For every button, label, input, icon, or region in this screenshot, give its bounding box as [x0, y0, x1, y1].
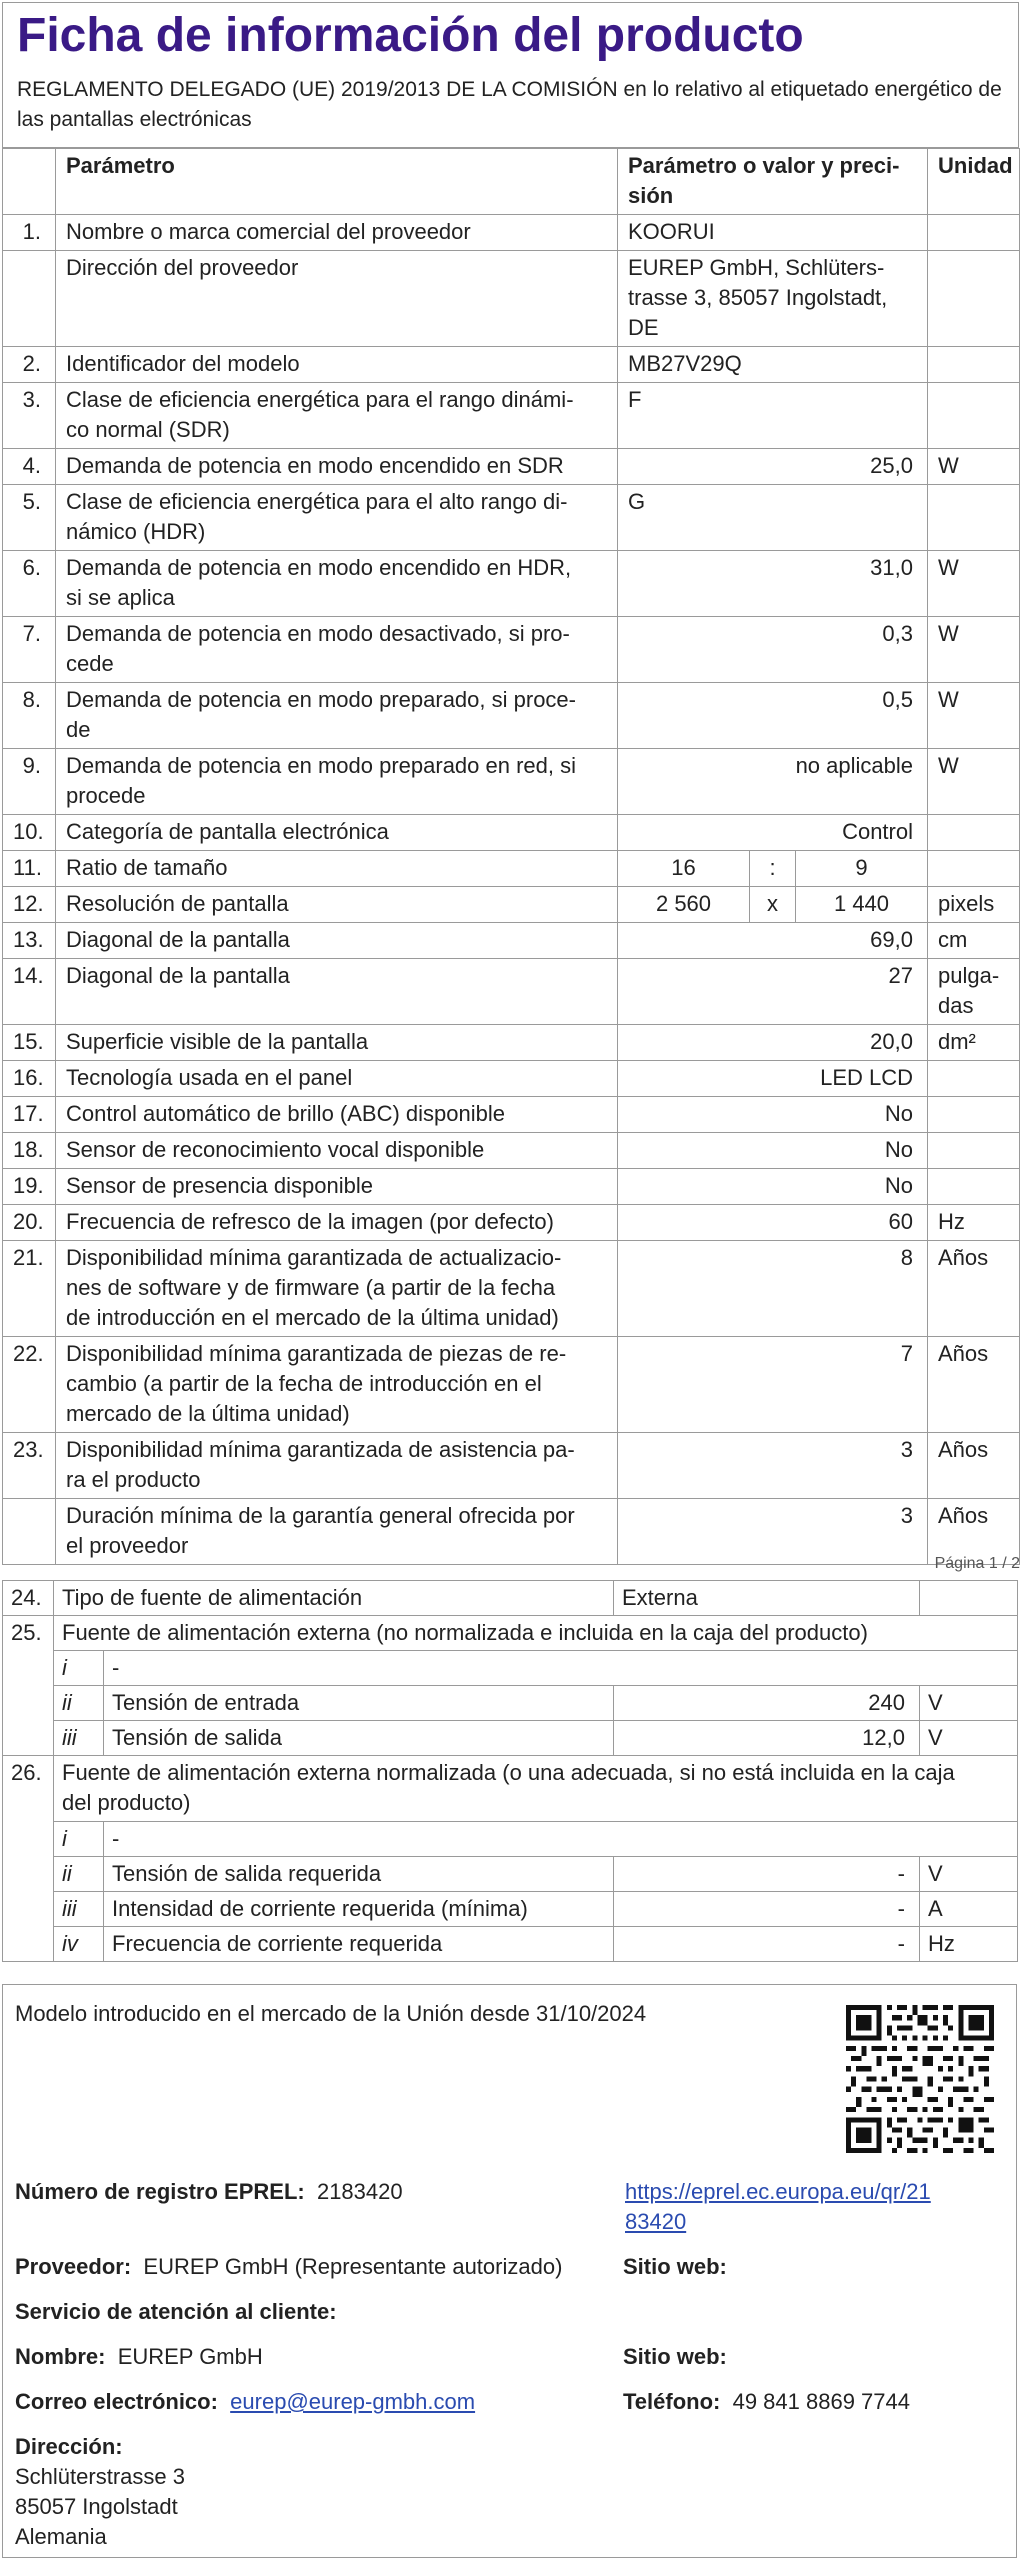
email-line: Correo electrónico: eurep@eurep-gmbh.com	[15, 2389, 476, 2414]
power-supply-table	[2, 1580, 1018, 1962]
page-title: Ficha de información del producto	[17, 9, 804, 62]
table-row: 7. Demanda de potencia en modo desactivado, si pro- cede 0,3 W	[3, 617, 1020, 683]
table-row: 22. Disponibilidad mínima garantizada de piezas de re- cambio (a partir de la fecha de introducción en el mercado de la última unidad) 7 Años	[3, 1337, 1020, 1433]
table-row: 23. Disponibilidad mínima garantizada de asistencia pa- ra el producto 3 Años	[3, 1433, 1020, 1499]
qr-code-icon[interactable]	[846, 2005, 994, 2153]
table-row: 2. Identificador del modelo MB27V29Q	[3, 347, 1020, 383]
phone-line: Teléfono: 49 841 8869 7744	[623, 2389, 910, 2414]
header-unit: Unidad	[928, 149, 1020, 215]
supplier-info-box	[2, 1984, 1017, 2558]
table-row: 25. Fuente de alimentación externa (no normalizada e incluida en la caja del producto)	[3, 1616, 1018, 1651]
supplier-website-label: Sitio web:	[623, 2254, 727, 2279]
table-row: 21. Disponibilidad mínima garantizada de actualizacio- nes de software y de firmware (a partir de la fecha de introducción en el mercado de la última unidad) 8 Años	[3, 1241, 1020, 1337]
header-parameter: Parámetro	[56, 149, 618, 215]
table-row: 11. Ratio de tamaño 16 : 9	[3, 851, 1020, 887]
supplier-line: Proveedor: EUREP GmbH (Representante autorizado)	[15, 2254, 563, 2279]
header-box	[2, 2, 1019, 148]
regulation-subtitle: REGLAMENTO DELEGADO (UE) 2019/2013 DE LA COMISIÓN en lo relativo al etiquetado energético de las pantallas electrónicas	[17, 78, 1002, 131]
table-row: i -	[3, 1651, 1018, 1686]
table-header-row	[3, 149, 1020, 215]
table-row: ii Tensión de entrada 240 V	[3, 1686, 1018, 1721]
address-block: Dirección: Schlüterstrasse 3 85057 Ingolstadt Alemania	[15, 2434, 185, 2549]
table-row: ii Tensión de salida requerida - V	[3, 1857, 1018, 1892]
table-row: 9. Demanda de potencia en modo preparado en red, si procede no aplicable W	[3, 749, 1020, 815]
table-row: Dirección del proveedor EUREP GmbH, Schlüters- trasse 3, 85057 Ingolstadt, DE	[3, 251, 1020, 347]
customer-service-heading: Servicio de atención al cliente:	[15, 2299, 337, 2324]
table-row: 3. Clase de eficiencia energética para el rango dinámi- co normal (SDR) F	[3, 383, 1020, 449]
table-row: iii Intensidad de corriente requerida (mínima) - A	[3, 1892, 1018, 1927]
table-row: 8. Demanda de potencia en modo preparado, si proce- de 0,5 W	[3, 683, 1020, 749]
table-row: 16. Tecnología usada en el panel LED LCD	[3, 1061, 1020, 1097]
table-row: i -	[3, 1822, 1018, 1857]
table-row: 18. Sensor de reconocimiento vocal disponible No	[3, 1133, 1020, 1169]
table-row: 10. Categoría de pantalla electrónica Control	[3, 815, 1020, 851]
table-row: Duración mínima de la garantía general ofrecida por el proveedor 3 Años	[3, 1499, 1020, 1565]
page-indicator: Página 1 / 2	[934, 1555, 1020, 1572]
table-row: 17. Control automático de brillo (ABC) disponible No	[3, 1097, 1020, 1133]
table-row: iii Tensión de salida 12,0 V	[3, 1721, 1018, 1756]
table-row: 19. Sensor de presencia disponible No	[3, 1169, 1020, 1205]
table-row: 5. Clase de eficiencia energética para el alto rango di- námico (HDR) G	[3, 485, 1020, 551]
table-row: 4. Demanda de potencia en modo encendido en SDR 25,0 W	[3, 449, 1020, 485]
email-link[interactable]: eurep@eurep-gmbh.com	[230, 2389, 476, 2414]
header-value: Parámetro o valor y preci- sión	[618, 149, 928, 215]
table-row: 12. Resolución de pantalla 2 560 x 1 440 pixels	[3, 887, 1020, 923]
table-row: 26. Fuente de alimentación externa normalizada (o una adecuada, si no está incluida en la caja del producto)	[3, 1756, 1018, 1822]
table-row: iv Frecuencia de corriente requerida - Hz	[3, 1927, 1018, 1962]
market-date-text: Modelo introducido en el mercado de la Unión desde 31/10/2024	[15, 2001, 647, 2026]
table-row: 1. Nombre o marca comercial del proveedor KOORUI	[3, 215, 1020, 251]
table-row: 15. Superficie visible de la pantalla 20,0 dm²	[3, 1025, 1020, 1061]
table-row: 20. Frecuencia de refresco de la imagen (por defecto) 60 Hz	[3, 1205, 1020, 1241]
table-row: 24. Tipo de fuente de alimentación Externa	[3, 1581, 1018, 1616]
parameter-table	[2, 148, 1020, 1565]
service-website-label: Sitio web:	[623, 2344, 727, 2369]
table-row: 14. Diagonal de la pantalla 27 pulga- das	[3, 959, 1020, 1025]
service-name-line: Nombre: EUREP GmbH	[15, 2344, 263, 2369]
table-row: 6. Demanda de potencia en modo encendido en HDR, si se aplica 31,0 W	[3, 551, 1020, 617]
header-num-cell	[3, 149, 56, 215]
eprel-link[interactable]: https://eprel.ec.europa.eu/qr/21 83420	[625, 2179, 931, 2234]
table-row: 13. Diagonal de la pantalla 69,0 cm	[3, 923, 1020, 959]
eprel-registration: Número de registro EPREL: 2183420	[15, 2179, 403, 2204]
